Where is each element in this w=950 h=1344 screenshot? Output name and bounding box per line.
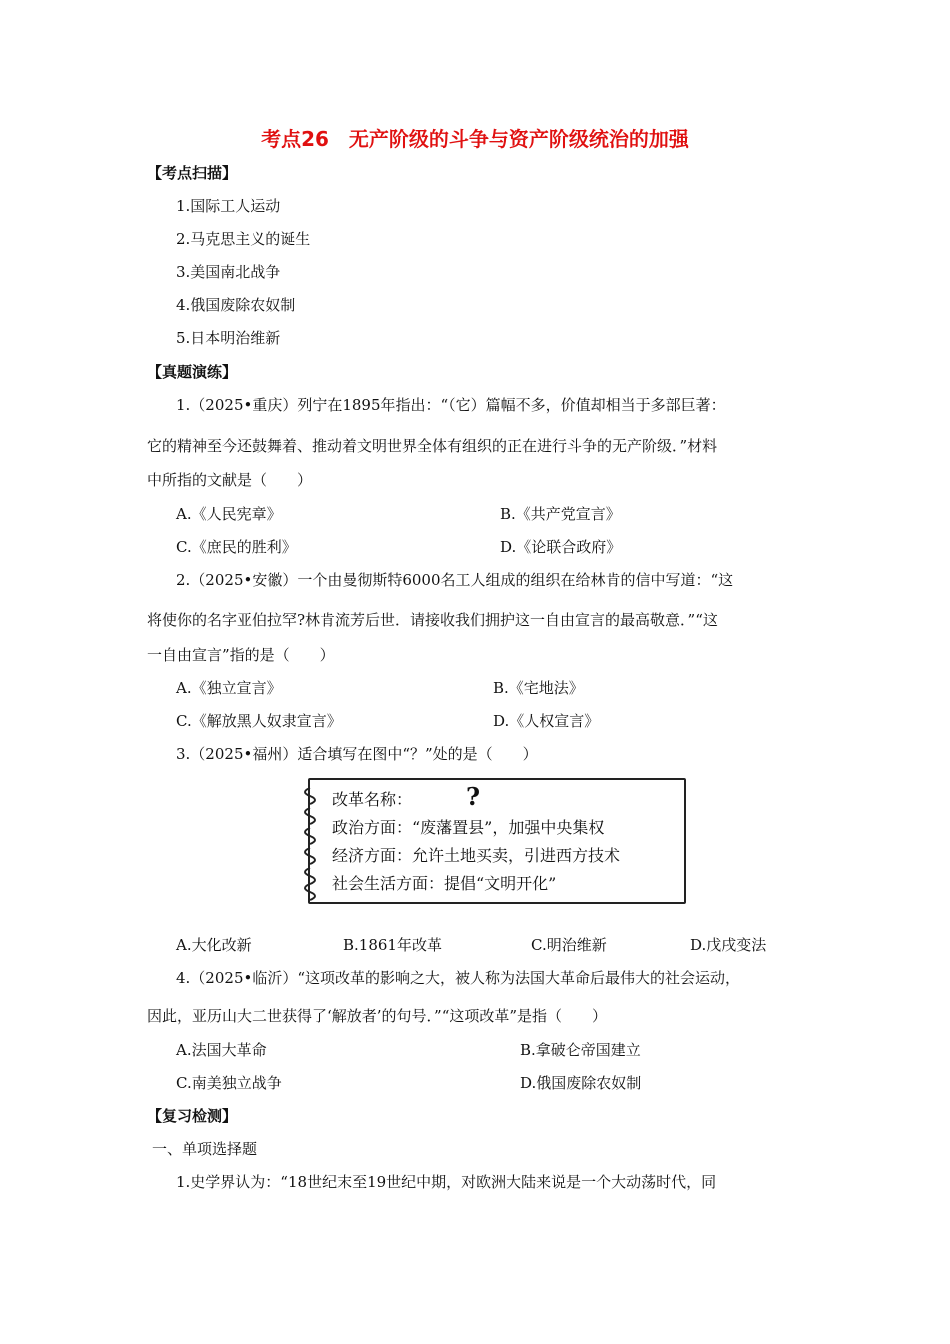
scan-item: 5.日本明治维新 — [176, 329, 281, 347]
q1-line: 1.（2025•重庆）列宁在1895年指出：“（它）篇幅不多，价值却相当于多部巨著： — [176, 396, 726, 414]
scan-item: 4.俄国废除农奴制 — [176, 296, 296, 314]
q1-option-b: B.《共产党宣言》 — [500, 505, 621, 523]
q2-option-c: C.《解放黑人奴隶宣言》 — [176, 712, 342, 730]
q3-option-d: D.戊戌变法 — [690, 936, 767, 954]
q3-option-b: B.1861年改革 — [343, 936, 442, 954]
card-row-name: 改革名称： — [332, 790, 413, 809]
q4-line: 因此，亚历山大二世获得了‘解放者’的句号．”“这项改革”是指（ ） — [147, 1007, 608, 1025]
q1-line: 它的精神至今还鼓舞着、推动着文明世界全体有组织的正在进行斗争的无产阶级．”材料 — [147, 437, 718, 455]
question-mark: ? — [466, 782, 481, 811]
q3-option-c: C.明治维新 — [531, 936, 607, 954]
scan-item: 1.国际工人运动 — [176, 197, 281, 215]
q2-line: 一自由宣言”指的是（ ） — [147, 646, 335, 664]
scan-heading: 【考点扫描】 — [147, 164, 238, 182]
practice-heading: 【真题演练】 — [147, 363, 238, 381]
review-heading: 【复习检测】 — [147, 1107, 238, 1125]
q1-option-a: A.《人民宪章》 — [176, 505, 282, 523]
q3-option-a: A.大化改新 — [176, 936, 252, 954]
spiral-binding-icon — [296, 784, 322, 902]
q4-line: 4.（2025•临沂）“这项改革的影响之大，被人称为法国大革命后最伟大的社会运动， — [176, 969, 741, 987]
scan-item: 3.美国南北战争 — [176, 263, 281, 281]
review-q1-line: 1.史学界认为：“18世纪末至19世纪中期，对欧洲大陆来说是一个大动荡时代，同 — [176, 1173, 717, 1191]
q1-option-d: D.《论联合政府》 — [500, 538, 622, 556]
q2-option-a: A.《独立宣言》 — [176, 679, 282, 697]
title-main: 无产阶级的斗争与资产阶级统治的加强 — [348, 127, 689, 151]
q4-option-a: A.法国大革命 — [176, 1041, 267, 1059]
q1-option-c: C.《庶民的胜利》 — [176, 538, 297, 556]
title-prefix: 考点26 — [261, 127, 329, 151]
q2-option-d: D.《人权宣言》 — [493, 712, 600, 730]
q2-line: 2.（2025•安徽）一个由曼彻斯特6000名工人组成的组织在给林肯的信中写道：“这 — [176, 571, 734, 589]
q4-option-b: B.拿破仑帝国建立 — [520, 1041, 641, 1059]
q1-line: 中所指的文献是（ ） — [147, 471, 313, 489]
q4-option-c: C.南美独立战争 — [176, 1074, 282, 1092]
review-subheading: 一、单项选择题 — [152, 1140, 258, 1158]
q3-line: 3.（2025•福州）适合填写在图中“？”处的是（ ） — [176, 745, 538, 763]
q2-option-b: B.《宅地法》 — [493, 679, 584, 697]
q4-option-d: D.俄国废除农奴制 — [520, 1074, 642, 1092]
q2-line: 将使你的名字亚伯拉罕?林肯流芳后世．请接收我们拥护这一自由宣言的最高敬意．”“这 — [147, 611, 718, 629]
card-row-economic: 经济方面：允许土地买卖，引进西方技术 — [332, 846, 621, 865]
card-row-political: 政治方面：“废藩置县”，加强中央集权 — [332, 818, 605, 837]
page-title — [0, 123, 950, 152]
card-row-social: 社会生活方面：提倡“文明开化” — [332, 874, 557, 893]
reform-card — [296, 778, 686, 904]
scan-item: 2.马克思主义的诞生 — [176, 230, 311, 248]
